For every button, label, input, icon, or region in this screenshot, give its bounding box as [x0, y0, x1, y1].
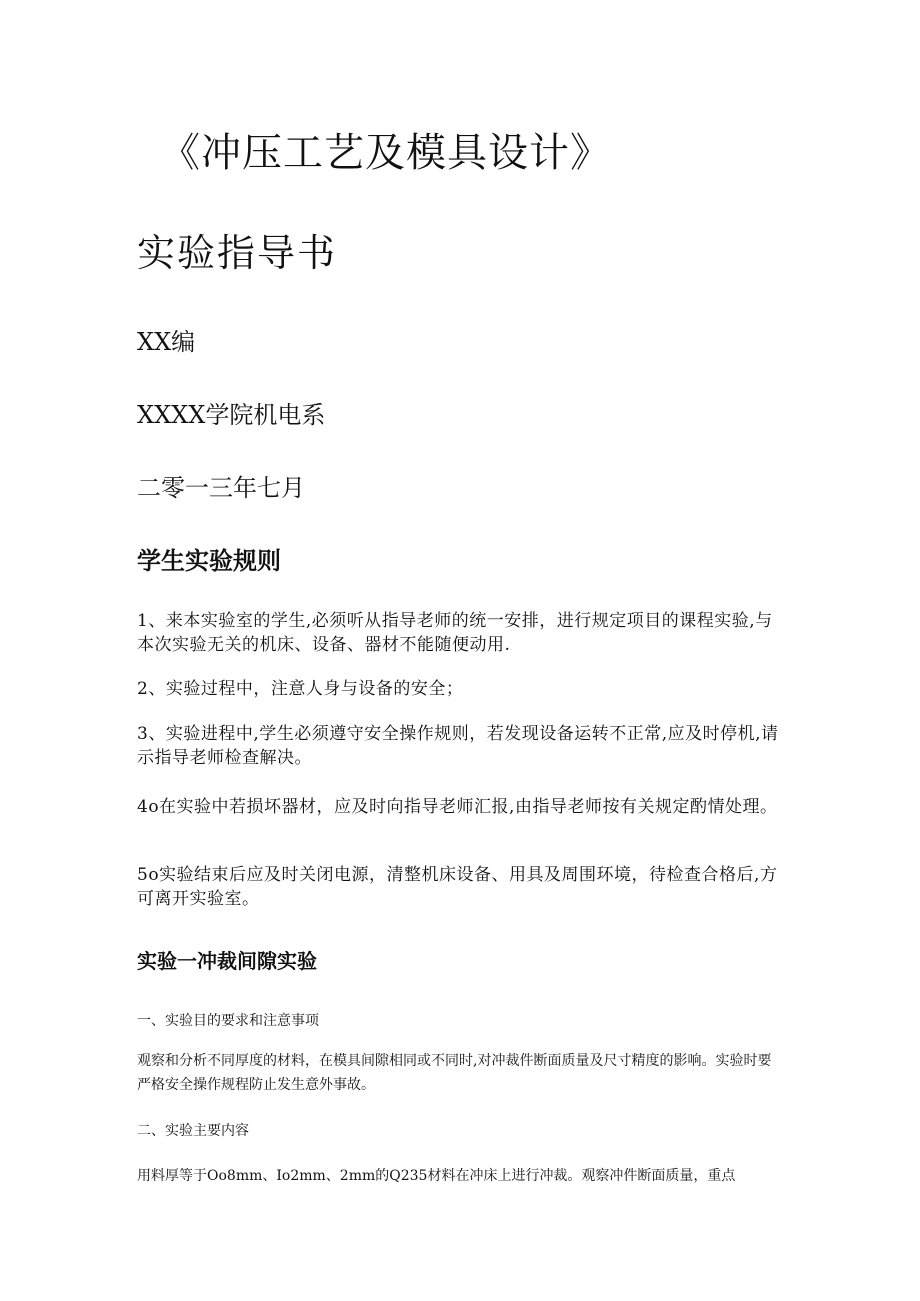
purpose-paragraph: 观察和分析不同厚度的材料，在模具间隙相同或不同时,对冲裁件断面质量及尺寸精度的影响。实验时要严格安全操作规程防止发生意外事故。	[137, 1053, 772, 1093]
rule-item-3: 3、实验进程中,学生必须遵守安全操作规则，若发现设备运转不正常,应及时停机,请示指导老师检查解决。	[137, 724, 779, 768]
date-line: 二零一三年七月	[137, 474, 305, 502]
document-subtitle: 实验指导书	[137, 231, 338, 275]
rule-item-5: 5o实验结束后应及时关闭电源，清整机床设备、用具及周围环境，待检查合格后,方可离开实验室。	[137, 865, 778, 909]
department-line: XXXX学院机电系	[137, 401, 326, 429]
author-line: XX编	[137, 328, 196, 356]
rule-item-4: 4o在实验中若损坏器材，应及时向指导老师汇报,由指导老师按有关规定酌情处理。	[137, 797, 778, 817]
content-paragraph: 用料厚等于Oo8mm、Io2mm、2mm的Q235材料在冲床上进行冲裁。观察冲件断面质量，重点	[137, 1168, 736, 1184]
purpose-heading: 一、实验目的要求和注意事项	[137, 1013, 319, 1029]
rules-heading: 学生实验规则	[137, 546, 281, 575]
experiment-title: 实验一冲裁间隙实验	[137, 949, 317, 973]
content-heading: 二、实验主要内容	[137, 1123, 249, 1139]
document-title: 《冲压工艺及模具设计》	[160, 130, 611, 176]
rule-item-1: 1、来本实验室的学生,必须听从指导老师的统一安排，进行规定项目的课程实验,与本次实验无关的机床、设备、器材不能随便动用.	[137, 611, 773, 655]
rule-item-2: 2、实验过程中，注意人身与设备的安全；	[137, 679, 464, 699]
